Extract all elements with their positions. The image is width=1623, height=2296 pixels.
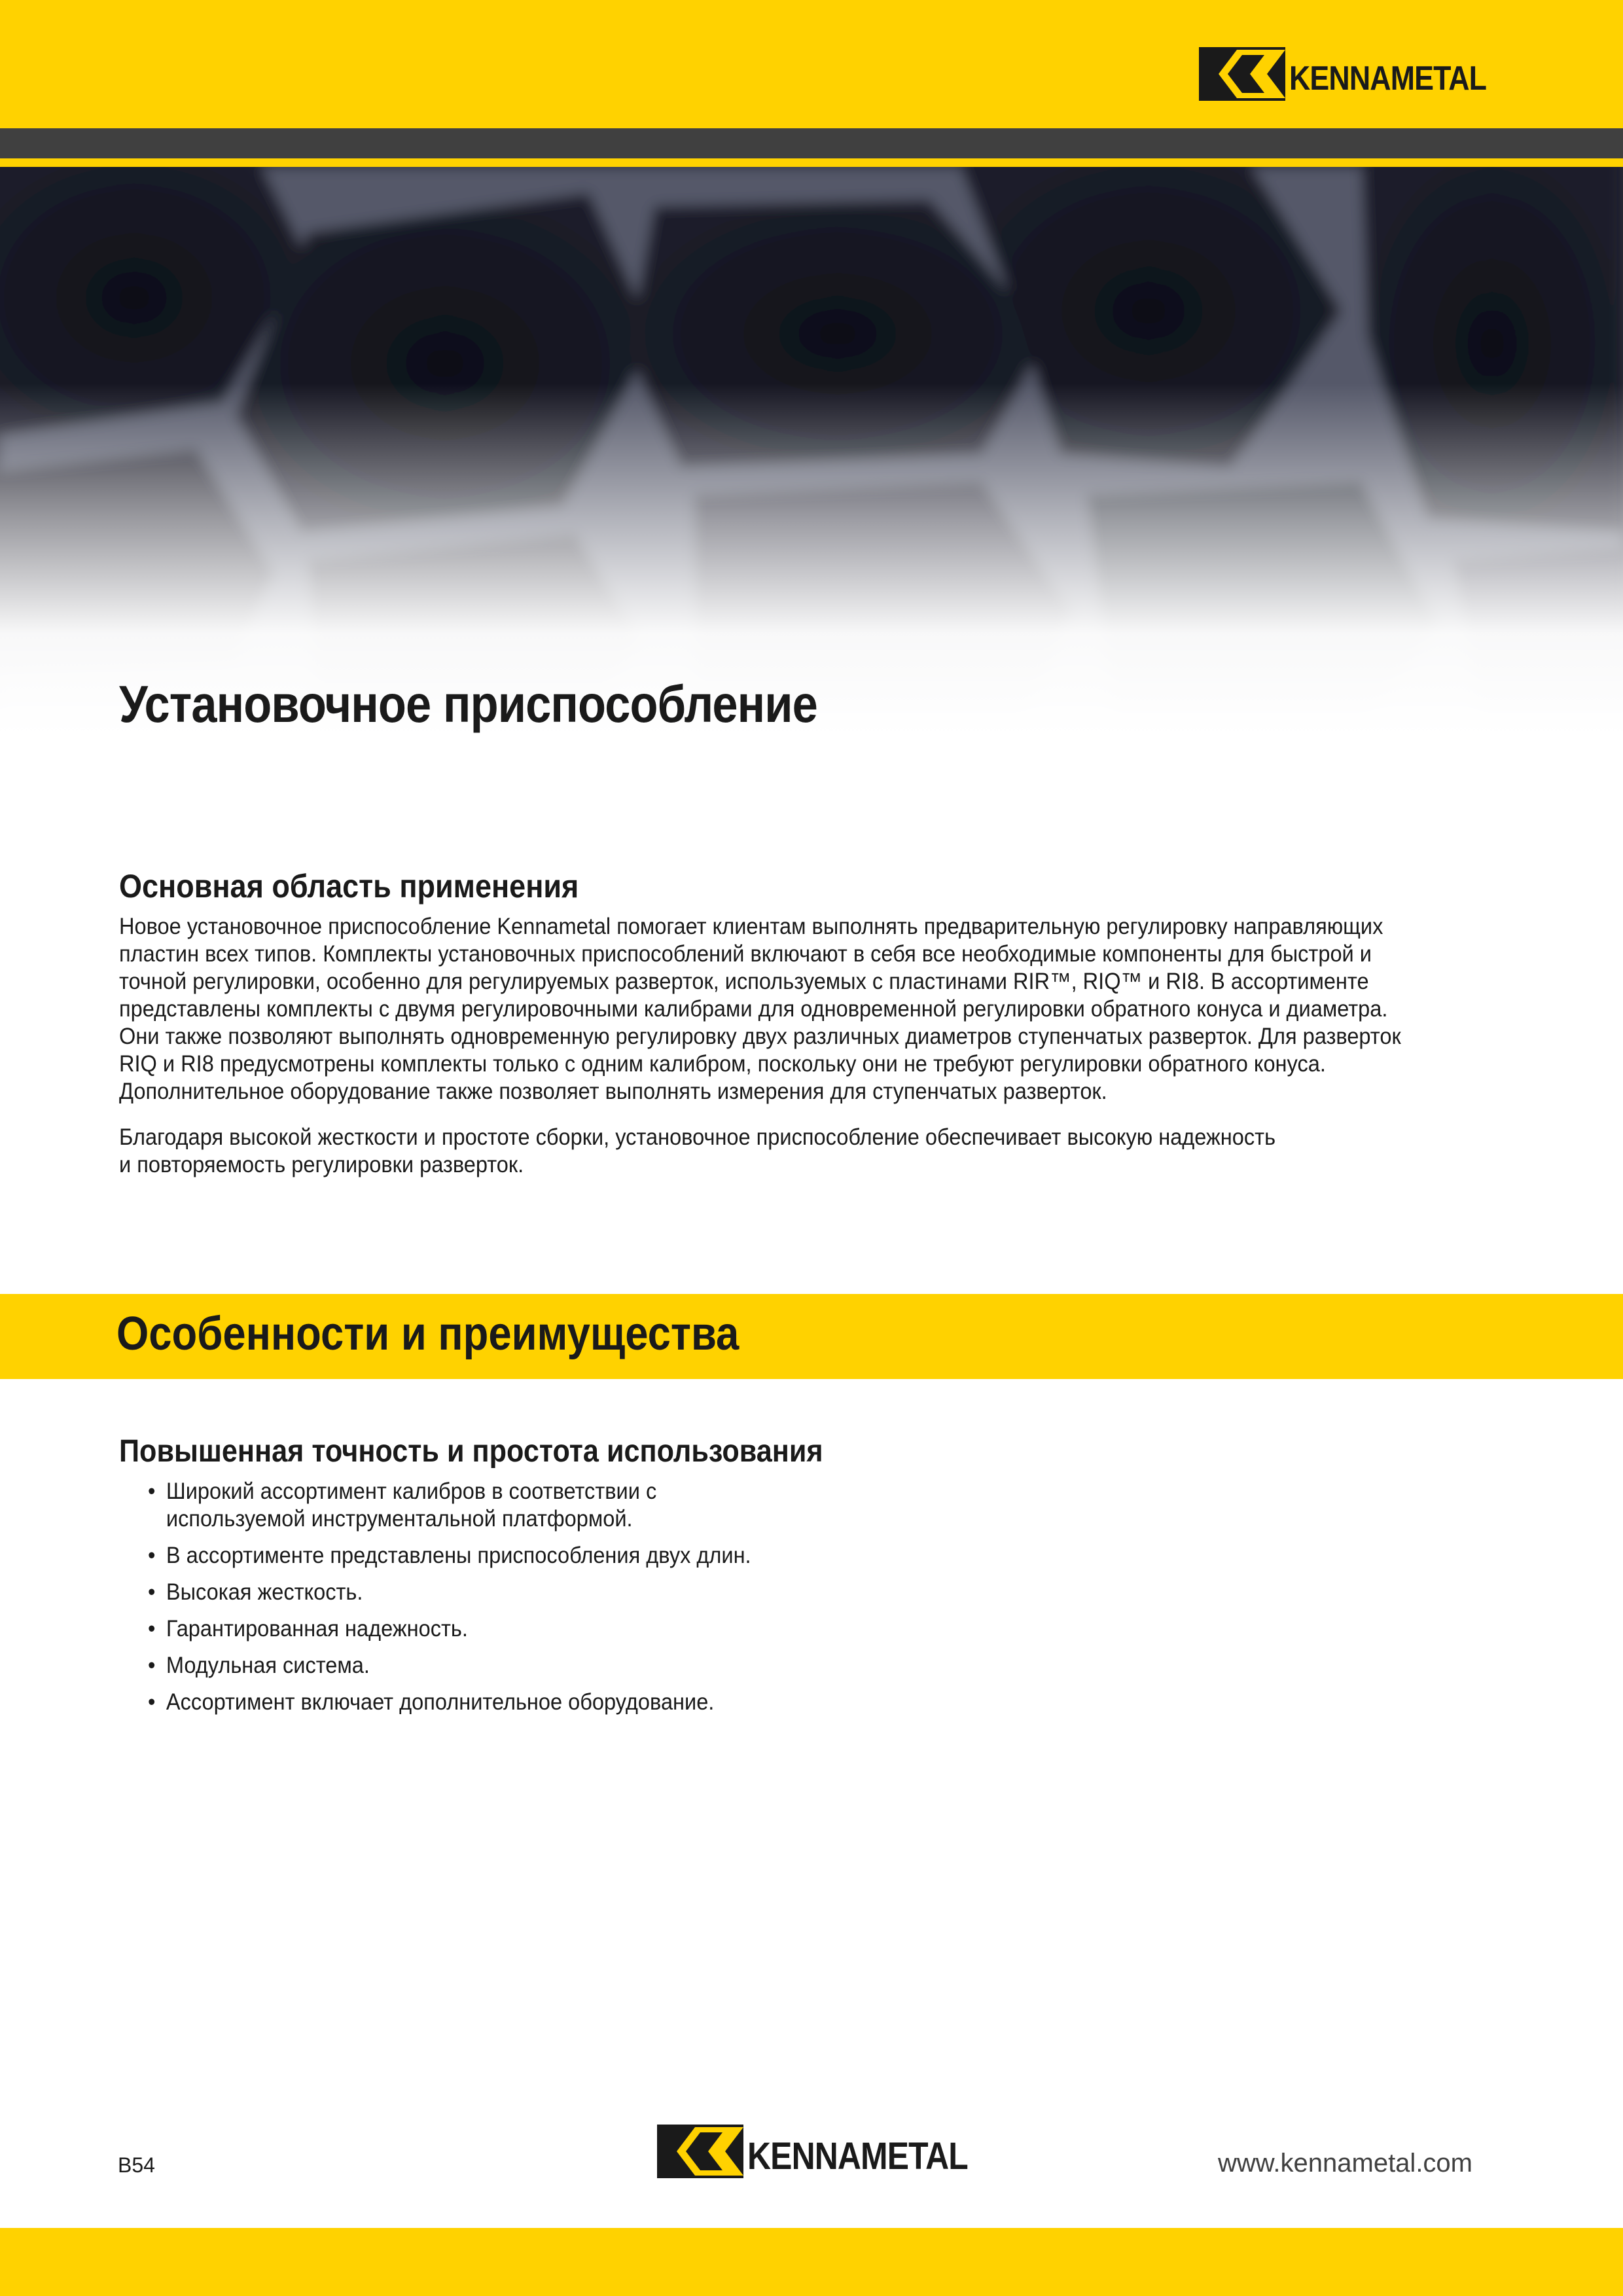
list-item-text: Широкий ассортимент калибров в соответствии с: [166, 1479, 657, 1504]
features-band: [0, 1294, 1623, 1379]
features-heading: Повышенная точность и простота использования: [119, 1434, 823, 1469]
page-title: Установочное приспособление: [119, 675, 817, 733]
bullet-icon: •: [148, 1479, 156, 1504]
footer-yellow-band: [0, 2228, 1623, 2296]
paragraph-line: пластин всех типов. Комплекты установочных приспособлений включают в себя все необходимые компоненты для быстрой и: [119, 941, 1372, 967]
paragraph-line: Дополнительное оборудование также позволяет выполнять измерения для ступенчатых разверток.: [119, 1079, 1107, 1104]
bullet-icon: •: [148, 1543, 156, 1568]
features-list: [148, 1478, 751, 1725]
list-item: [148, 1652, 751, 1679]
website-link[interactable]: www.kennametal.com: [1217, 2149, 1472, 2178]
kennametal-k-logo-icon: [657, 2125, 743, 2178]
list-item: [148, 1689, 751, 1716]
list-item: [148, 1542, 751, 1570]
list-item-text: Модульная система.: [166, 1653, 370, 1678]
bullet-icon: •: [148, 1653, 156, 1678]
list-item-text: Гарантированная надежность.: [166, 1616, 468, 1641]
paragraph-line: точной регулировки, особенно для регулируемых разверток, используемых с пластинами RIR™, RIQ™ и RI8. В ассортименте: [119, 969, 1369, 994]
features-band-heading: Особенности и преимущества: [116, 1308, 740, 1360]
brand-wordmark: KENNAMETAL: [747, 2135, 968, 2178]
bullet-icon: •: [148, 1579, 156, 1605]
list-item: [148, 1615, 751, 1643]
paragraph-line: RIQ и RI8 предусмотрены комплекты только с одним калибром, поскольку они не требуют регулировки обратного конуса.: [119, 1051, 1326, 1077]
application-paragraph-1: [119, 913, 1467, 1105]
list-item: [148, 1579, 751, 1606]
paragraph-line: Они также позволяют выполнять одновременную регулировку двух различных диаметров ступенчатых разверток. Для разверток: [119, 1024, 1401, 1049]
paragraph-line: представлены комплекты с двумя регулировочными калибрами для одновременной регулировки обратного конуса и диаметра.: [119, 996, 1388, 1022]
paragraph-line: Новое установочное приспособление Kennametal помогает клиентам выполнять предварительную регулировку направляющих: [119, 914, 1383, 939]
header-thin-yellow-stripe: [0, 158, 1623, 167]
kennametal-logo-bottom: [657, 2125, 1004, 2178]
paragraph-line: и повторяемость регулировки разверток.: [119, 1152, 524, 1177]
paragraph-line: Благодаря высокой жесткости и простоте сборки, установочное приспособление обеспечивает высокую надежность: [119, 1124, 1276, 1150]
list-item-text: В ассортименте представлены приспособления двух длин.: [166, 1543, 751, 1568]
application-heading: Основная область применения: [119, 868, 579, 905]
list-item: [148, 1478, 751, 1533]
list-item-text: Высокая жесткость.: [166, 1579, 363, 1605]
kennametal-k-logo-icon: [1199, 47, 1285, 101]
application-section: [119, 867, 1467, 1179]
kennametal-logo-top: [1199, 47, 1518, 101]
header-dark-stripe: [0, 128, 1623, 158]
bullet-icon: •: [148, 1689, 156, 1715]
application-paragraph-2: [119, 1124, 1467, 1179]
list-item-text: используемой инструментальной платформой.: [166, 1506, 633, 1532]
list-item-text: Ассортимент включает дополнительное оборудование.: [166, 1689, 715, 1715]
brand-wordmark: KENNAMETAL: [1289, 60, 1487, 98]
bullet-icon: •: [148, 1616, 156, 1641]
page-number: B54: [118, 2153, 155, 2177]
hero-honeycomb-image: [0, 167, 1623, 736]
